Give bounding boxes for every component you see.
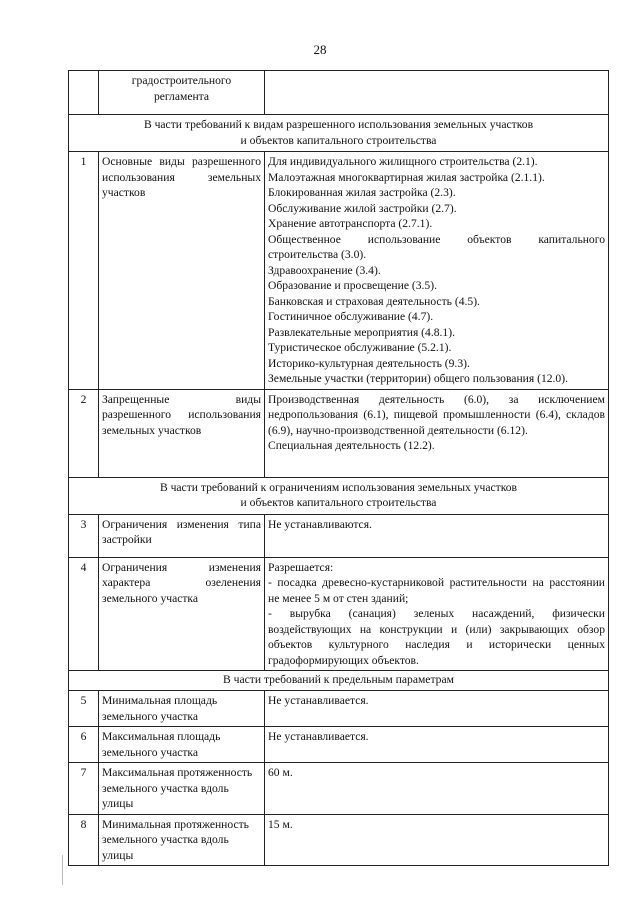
list-item: Блокированная жилая застройка (2.3).	[268, 186, 456, 199]
row-value: Не устанавливаются.	[265, 514, 609, 557]
page-number: 28	[313, 42, 327, 57]
row-number: 1	[69, 152, 99, 390]
row-value	[265, 152, 609, 390]
list-item: Гостиничное обслуживание (4.7).	[268, 310, 434, 323]
row-label: Ограничения изменения типа застройки	[99, 514, 265, 557]
row-number: 6	[69, 727, 99, 763]
list-item: Малоэтажная многоквартирная жилая застройка (2.1.1).	[268, 170, 545, 184]
table-row	[69, 514, 609, 557]
row-number: 3	[69, 514, 99, 557]
table-row	[69, 763, 609, 815]
section-title	[69, 477, 609, 514]
section-title: В части требований к предельным параметрам	[69, 671, 609, 691]
list-item: Банковская и страховая деятельность (4.5).	[268, 294, 480, 308]
label-line: градостроительного	[131, 74, 232, 87]
list-item: Здравоохранение (3.4).	[268, 263, 381, 277]
row-value: Не устанавливается.	[265, 727, 609, 763]
list-item: - посадка древесно-кустарниковой растительности на расстоянии не менее 5 м от стен зданий;	[268, 576, 605, 605]
value-text: Производственная деятельность (6.0), за исключением недропользования (6.1), пищевой промышленности (6.4), складов (6.9), научно-производственной деятельности (6.12).	[268, 392, 605, 437]
section-title-line: В части требований к видам разрешенного использования земельных участков	[143, 118, 534, 131]
list-item: Земельные участки (территории) общего пользования (12.0).	[268, 372, 568, 385]
row-value	[265, 71, 609, 115]
value-text: Специальная деятельность (12.2).	[268, 439, 435, 452]
list-item: - вырубка (санация) зеленых насаждений, физически воздействующих на конструкции и (или) закрывающих обзор объектов культурного наследия и исторически ценных градоформирующих объектов.	[268, 607, 605, 667]
row-number: 7	[69, 763, 99, 815]
table-row	[69, 152, 609, 390]
row-label: Основные виды разрешенного использования земельных участков	[99, 152, 265, 390]
section-title	[69, 115, 609, 152]
table-row	[69, 727, 609, 763]
section-header-row	[69, 477, 609, 514]
row-value	[265, 557, 609, 671]
table-row	[69, 389, 609, 477]
row-label: Ограничения изменения характера озеленения земельного участка	[99, 557, 265, 671]
list-item: Хранение автотранспорта (2.7.1).	[268, 217, 433, 230]
row-number: 8	[69, 814, 99, 866]
list-item: Образование и просвещение (3.5).	[268, 279, 437, 292]
row-number: 5	[69, 691, 99, 727]
row-value	[265, 389, 609, 477]
section-header-row	[69, 115, 609, 152]
row-label: Запрещенные виды разрешенного использования земельных участков	[99, 389, 265, 477]
row-label: Максимальная протяженность земельного участка вдоль улицы	[99, 763, 265, 815]
section-title-line: и объектов капитального строительства	[240, 496, 437, 509]
list-item: Для индивидуального жилищного строительства (2.1).	[268, 155, 538, 168]
scan-artifact	[62, 855, 63, 885]
row-label: Минимальная протяженность земельного участка вдоль улицы	[99, 814, 265, 866]
row-value: 60 м.	[265, 763, 609, 815]
list-item: Развлекательные мероприятия (4.8.1).	[268, 325, 455, 339]
table-row	[69, 71, 609, 115]
row-number-cell	[69, 71, 99, 115]
regulation-table	[68, 70, 609, 866]
table-row	[69, 691, 609, 727]
value-text: Разрешается:	[268, 560, 334, 574]
table-row	[69, 814, 609, 866]
list-item: Обслуживание жилой застройки (2.7).	[268, 201, 457, 215]
row-value: Не устанавливается.	[265, 691, 609, 727]
section-header-row	[69, 671, 609, 691]
list-item: Историко-культурная деятельность (9.3).	[268, 356, 470, 370]
list-item: Туристическое обслуживание (5.2.1).	[268, 341, 452, 354]
row-label: Максимальная площадь земельного участка	[99, 727, 265, 763]
label-line: регламента	[153, 89, 210, 103]
row-value: 15 м.	[265, 814, 609, 866]
row-number: 4	[69, 557, 99, 671]
section-title-line: В части требований к ограничениям использования земельных участков	[159, 480, 518, 494]
list-item: Общественное использование объектов капитального строительства (3.0).	[268, 232, 605, 261]
row-number: 2	[69, 389, 99, 477]
row-label	[99, 71, 265, 115]
section-title-line: и объектов капитального строительства	[240, 133, 437, 147]
table-row	[69, 557, 609, 671]
row-label: Минимальная площадь земельного участка	[99, 691, 265, 727]
